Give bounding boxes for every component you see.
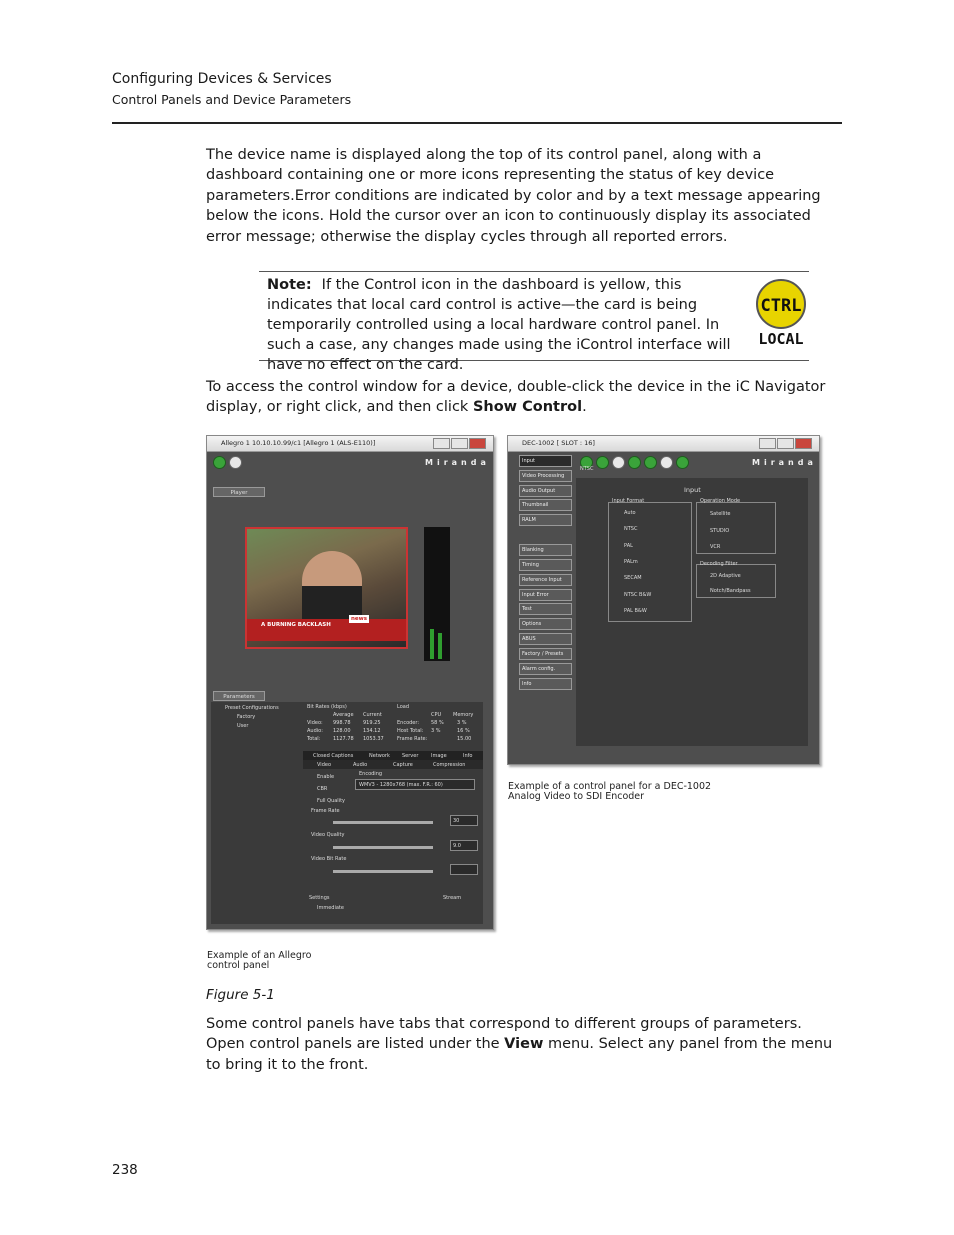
intro-paragraph: The device name is displayed along the top of its control panel, along with a dashboard containing one or more icons representing the status of key device parameters.Error conditions are indicated by color and by a text message appearing below the icons. Hold the cursor over an icon to continuously display its associated error message; otherwise the display cycles through all reported errors. — [206, 147, 821, 245]
video-bitrate-field[interactable] — [450, 864, 478, 875]
dec-caption: Example of a control panel for a DEC-1002 Analog Video to SDI Encoder — [508, 781, 712, 802]
param-subtabs — [303, 760, 483, 769]
close-icon[interactable] — [469, 438, 486, 449]
load-row-mem: 3 % — [457, 720, 467, 726]
decoding-filter-option[interactable]: 2D Adaptive — [710, 573, 741, 579]
news-lower-third — [247, 616, 406, 641]
dec-tab-reference-input[interactable]: Reference Input — [519, 574, 572, 586]
frame-rate-field[interactable] — [450, 815, 478, 826]
bitrate-row-name: Total: — [307, 736, 321, 742]
input-format-label: Input Format — [612, 498, 645, 504]
bitrate-row-name: Video: — [307, 720, 323, 726]
input-format-option[interactable]: PALm — [624, 559, 638, 565]
tab-info[interactable]: Info — [463, 753, 473, 759]
dec-tab-alarm-config[interactable]: Alarm config. — [519, 663, 572, 675]
video-bitrate-slider[interactable] — [333, 870, 433, 873]
status-ok-icon[interactable] — [596, 456, 609, 469]
dec-input-panel — [576, 478, 808, 746]
load-row-name: Frame Rate: — [397, 736, 428, 742]
show-control-term: Show Control — [472, 399, 583, 416]
enable-checkbox[interactable]: Enable — [317, 774, 335, 780]
allegro-control-window — [206, 435, 494, 930]
dec-panel-title: Input — [684, 486, 701, 494]
bitrate-row-cur: 919.25 — [363, 720, 381, 726]
frame-rate-label: Frame Rate — [311, 808, 340, 814]
immediate-checkbox[interactable]: Immediate — [317, 905, 344, 911]
status-ok-icon[interactable] — [213, 456, 226, 469]
frame-rate-slider[interactable] — [333, 821, 433, 824]
full-quality-checkbox[interactable]: Full Quality — [317, 798, 346, 804]
maximize-icon[interactable] — [777, 438, 794, 449]
subtab-video[interactable]: Video — [317, 762, 332, 768]
dec-tab-factory-presets[interactable]: Factory / Presets — [519, 648, 572, 660]
preset-tree-panel — [211, 702, 303, 924]
operation-mode-label: Operation Mode — [700, 498, 741, 504]
param-tabs — [303, 751, 483, 760]
figure-caption: Figure 5-1 — [206, 987, 275, 1003]
dec-tab-blanking[interactable]: Blanking — [519, 544, 572, 556]
note-box — [259, 271, 809, 373]
tabs-end: menu. Select any panel from the menu to bring it to the front. — [206, 1036, 833, 1073]
tab-server[interactable]: Server — [402, 753, 419, 759]
cpu-header: CPU — [431, 712, 442, 718]
page-number: 238 — [112, 1162, 138, 1178]
meter-left — [430, 629, 434, 659]
tabs-text: Some control panels have tabs that correspond to different groups of parameters. Open control panels are listed under the — [206, 1016, 802, 1053]
header-rule — [112, 122, 842, 124]
bitrate-row-avg: 1127.78 — [333, 736, 354, 742]
operation-mode-option[interactable]: STUDIO — [710, 528, 730, 534]
subtab-capture[interactable]: Capture — [393, 762, 413, 768]
status-ok-icon[interactable] — [628, 456, 641, 469]
encoding-select[interactable] — [355, 779, 475, 790]
cur-header: Current — [363, 712, 382, 718]
operation-mode-option[interactable]: Satellite — [710, 511, 731, 517]
tab-image[interactable]: Image — [431, 753, 447, 759]
decoding-filter-option[interactable]: Notch/Bandpass — [710, 588, 751, 594]
dec-tab-input[interactable]: Input — [519, 455, 572, 467]
allegro-title: Allegro 1 10.10.10.99/c1 [Allegro 1 (ALS-E110)] — [221, 439, 376, 447]
parameters-tab[interactable]: Parameters — [213, 691, 265, 701]
access-paragraph — [206, 377, 842, 418]
tree-item-user[interactable]: User — [237, 723, 249, 729]
avg-header: Average — [333, 712, 354, 718]
maximize-icon[interactable] — [451, 438, 468, 449]
frame-rate-value: 30 — [453, 818, 460, 824]
dec-tab-info[interactable]: Info — [519, 678, 572, 690]
encoding-label: Encoding — [359, 771, 383, 777]
load-row-mem: 16 % — [457, 728, 470, 734]
input-format-option[interactable]: PAL B&W — [624, 608, 647, 614]
operation-mode-option[interactable]: VCR — [710, 544, 721, 550]
tree-item-preset[interactable]: Preset Configurations — [225, 705, 279, 711]
meter-right — [438, 633, 442, 659]
dec-tab-options[interactable]: Options — [519, 618, 572, 630]
note-label: Note: — [267, 277, 312, 293]
video-quality-slider[interactable] — [333, 846, 433, 849]
close-icon[interactable] — [795, 438, 812, 449]
dec-tab-audio-output[interactable]: Audio Output — [519, 485, 572, 497]
bitrate-row-name: Audio: — [307, 728, 323, 734]
decoding-filter-label: Decoding Filter — [700, 561, 738, 567]
stream-label: Stream — [443, 895, 462, 901]
dec-tab-ralm[interactable]: RALM — [519, 514, 572, 526]
load-row-mem: 15.00 — [457, 736, 472, 742]
dec-titlebar — [508, 436, 819, 452]
status-info-icon[interactable] — [612, 456, 625, 469]
tree-item-factory[interactable]: Factory — [237, 714, 256, 720]
video-quality-field[interactable] — [450, 840, 478, 851]
player-tab[interactable]: Player — [213, 487, 265, 497]
dec-tab-test[interactable]: Test — [519, 603, 572, 615]
chapter-title: Configuring Devices & Services — [112, 71, 332, 87]
ctrl-badge-bottom: LOCAL — [758, 330, 804, 348]
note-body: If the Control icon in the dashboard is yellow, this indicates that local card control is active—the card is being temporarily controlled using a local hardware control panel. In such a case, any changes made using the iControl interface will have no effect on the card. — [267, 277, 731, 373]
input-format-option[interactable]: NTSC — [624, 526, 638, 532]
status-info-icon[interactable] — [229, 456, 242, 469]
dec-tab-timing[interactable]: Timing — [519, 559, 572, 571]
channel-logo: news — [351, 616, 368, 622]
status-ok-icon[interactable] — [644, 456, 657, 469]
tab-network[interactable]: Network — [369, 753, 390, 759]
video-bitrate-label: Video Bit Rate — [311, 856, 347, 862]
bitrate-row-cur: 134.12 — [363, 728, 381, 734]
input-format-group — [608, 502, 692, 622]
bitrate-row-cur: 1053.37 — [363, 736, 384, 742]
cbr-checkbox[interactable]: CBR — [317, 786, 328, 792]
dec-status-text: NTSC — [580, 466, 594, 472]
operation-mode-group — [696, 502, 776, 554]
miranda-logo: Miranda — [752, 458, 817, 467]
dec-dashboard — [580, 456, 689, 470]
audio-meter — [424, 527, 450, 661]
encoding-value: WMV3 - 1280x768 (max. F.R.: 60) — [359, 782, 443, 788]
view-menu-term: View — [504, 1036, 544, 1053]
dec-tab-thumbnail[interactable]: Thumbnail — [519, 499, 572, 511]
dec-title: DEC-1002 [ SLOT : 16] — [522, 439, 595, 447]
allegro-dashboard — [213, 456, 242, 470]
section-title: Control Panels and Device Parameters — [112, 92, 352, 107]
dec-tab-video-processing[interactable]: Video Processing — [519, 470, 572, 482]
status-ok-icon[interactable] — [676, 456, 689, 469]
access-end: . — [582, 399, 587, 416]
mem-header: Memory — [453, 712, 474, 718]
settings-label: Settings — [309, 895, 330, 901]
input-format-option[interactable]: PAL — [624, 543, 633, 549]
allegro-titlebar — [207, 436, 493, 452]
load-row-name: Encoder: — [397, 720, 420, 726]
tabs-paragraph — [206, 1014, 842, 1075]
load-row-name: Host Total: — [397, 728, 424, 734]
bitrates-label: Bit Rates (kbps) — [307, 704, 347, 710]
load-row-cpu: 58 % — [431, 720, 444, 726]
allegro-caption: Example of an Allegro control panel — [207, 950, 312, 971]
ctrl-local-icon — [754, 278, 808, 348]
dec-tab-abus[interactable]: ABUS — [519, 633, 572, 645]
bitrate-row-avg: 128.00 — [333, 728, 351, 734]
access-text: To access the control window for a device, double-click the device in the iC Navigator display, or right click, and then click — [206, 379, 826, 416]
note-text — [267, 275, 743, 375]
video-quality-label: Video Quality — [311, 832, 345, 838]
lower-third-text: A BURNING BACKLASH — [261, 622, 331, 628]
miranda-logo: Miranda — [425, 458, 490, 467]
status-info-icon[interactable] — [660, 456, 673, 469]
parameters-panel — [303, 702, 483, 924]
video-quality-value: 9.0 — [453, 843, 461, 849]
minimize-icon[interactable] — [433, 438, 450, 449]
ctrl-badge-top: CTRL — [760, 296, 802, 316]
input-format-option[interactable]: NTSC B&W — [624, 592, 652, 598]
bitrate-row-avg: 998.78 — [333, 720, 351, 726]
input-format-option[interactable]: SECAM — [624, 575, 642, 581]
video-preview — [245, 527, 408, 649]
load-label: Load — [397, 704, 409, 710]
minimize-icon[interactable] — [759, 438, 776, 449]
tab-closed-captions[interactable]: Closed Captions — [313, 753, 354, 759]
dec-tab-input-error[interactable]: Input Error — [519, 589, 572, 601]
subtab-audio[interactable]: Audio — [353, 762, 368, 768]
subtab-compression[interactable]: Compression — [433, 762, 466, 768]
load-row-cpu: 3 % — [431, 728, 441, 734]
input-format-option[interactable]: Auto — [624, 510, 636, 516]
